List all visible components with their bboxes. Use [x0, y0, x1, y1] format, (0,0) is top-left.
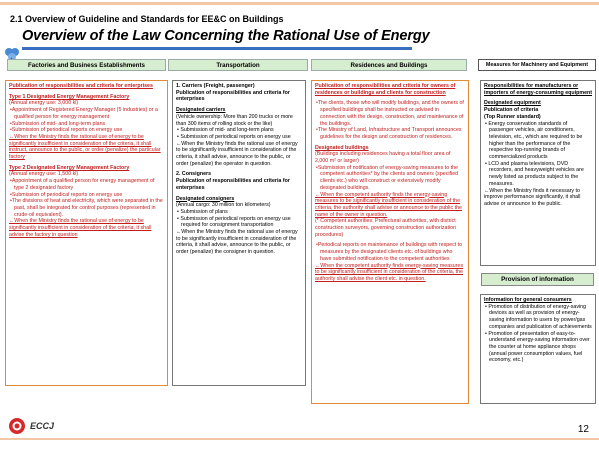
carriers-item: • Submission of periodical reports on energy use — [177, 133, 291, 140]
machinery-heading: Responsibilities for manufacturers or importers of energy-consuming equipment — [484, 83, 593, 96]
residences-item: •The Ministry of Land, Infrastructure and Transport announces guidelines for the design and construction of residences. — [316, 127, 462, 140]
residences-item: •The clients, those who will modify buildings, and the owners of specified buildings shall be instructed or advised in connection with the design, construction, and maintenance of the buildings. — [316, 100, 464, 127]
eccj-logo-icon — [8, 417, 26, 435]
band-residences: Residences and Buildings — [311, 59, 467, 71]
header-rule — [0, 2, 599, 5]
carriers-title: 1. Carriers (Freight, passenger) — [176, 83, 255, 89]
page-number: 12 — [577, 424, 589, 435]
carriers-note: ←When the Ministry finds the rational use of energy to be significantly insufficient in consideration of the criteria, it shall advise, announce to the public, or order (penalize) the operator in question. — [176, 140, 298, 167]
type1-title: Type 1 Designated Energy Management Factory — [9, 93, 130, 100]
submission-item: •Submission of notification of energy-saving measures to the competent authorities* by the clients and owners (specified clients etc.) who will construct or extensively modify designated buildings. — [316, 164, 459, 191]
eccj-logo-text: ECCJ — [30, 421, 55, 431]
provision-item: • Promotion of presentation of easy-to-understand energy-saving information over the counter at home appliance shops (annual power consumption values, fuel economy, etc.) — [485, 330, 590, 364]
band-factories: Factories and Business Establishments — [7, 59, 166, 71]
title-underline — [22, 47, 412, 50]
section-title: 2.1 Overview of Guideline and Standards for EE&C on Buildings — [10, 14, 284, 24]
footer-rule — [0, 438, 599, 440]
residences-note-1: ←When the competent authority finds the energy-saving measures to be significantly insufficient in consideration of the criteria, the authority shall advise or announce to the public the name of the owner in question. — [315, 191, 462, 218]
band-transportation: Transportation — [168, 59, 308, 71]
publication-of-criteria: Publication of criteria — [484, 107, 539, 114]
residences-note-2: ←When the competent authority finds energy-saving measures to be significantly insufficient in consideration of the criteria, the authority shall advise the client etc. in question. — [315, 262, 464, 282]
consigners-desc: (Annual cargo: 30 million ton kilometers) — [176, 202, 271, 209]
machinery-item: • LCD and plasma televisions, DVD recorders, and heavyweight vehicles are newly listed as products subject to the measures. — [485, 160, 584, 187]
type2-item: •Appointment of a qualified person for energy management of type 2 designated factory — [10, 178, 155, 191]
designated-buildings-desc: (Buildings including residences having a total floor area of 2,000 m² or larger) — [315, 151, 451, 165]
provision-heading: Information for general consumers — [484, 297, 572, 303]
designated-equipment: Designated equipment — [484, 100, 541, 107]
carriers-item: • Submission of mid- and long-term plans — [177, 127, 274, 134]
type2-item: •Submission of periodical reports on energy use — [10, 191, 123, 198]
type2-use: (Annual energy use: 1,500 kl) — [9, 171, 79, 178]
machinery-item: • Energy conservation standards of passenger vehicles, air conditioners, television, etc., which are required to be higher than the performance of the respective top-running brands of commercialized products — [485, 120, 583, 161]
type2-item: •The divisions of heat and electricity, which were separated in the past, shall be integrated for control purposes (represented in crude-oil equivalent). — [10, 198, 163, 218]
periodical-item: •Periodical reports on maintenance of buildings with respect to measures by the designated clients etc. of buildings who have submitted notification to the competent authorities — [316, 242, 463, 262]
type2-title: Type 2 Designated Energy Management Factory — [9, 164, 130, 171]
consigners-item: • Submission of plans — [177, 208, 228, 215]
consigners-note: ←When the Ministry finds the rational use of energy to be significantly insufficient in consideration of the criteria, it shall advise, announce to the public, or order (penalize) the consigner in question. — [176, 229, 298, 256]
factories-panel — [5, 80, 168, 386]
type1-note: ←When the Ministry finds the rational use of energy to be significantly insufficient in consideration of the criteria, it shall instruct, announce to the public, or order (penalize) the particular factory — [9, 133, 161, 161]
provision-panel — [480, 294, 596, 404]
consigners-publication: Publication of responsibilities and criteria for enterprises — [176, 178, 290, 191]
carriers-desc: (Vehicle ownership: More than 200 trucks or more than 300 items of rolling stock or the like) — [176, 113, 293, 127]
provision-of-information-label: Provision of information — [481, 273, 594, 286]
top-runner: (Top Runner standard) — [484, 113, 541, 120]
consigners-item: • Submission of periodical reports on energy use required for consignment transportation — [177, 215, 291, 229]
type2-note: ←When the Ministry finds the rational use of energy to be significantly insufficient in consideration of the criteria, it shall advise the factory in question — [9, 218, 152, 238]
designated-buildings-title: Designated buildings — [315, 144, 369, 151]
residences-panel — [311, 80, 469, 404]
band-machinery: Measures for Machinery and Equipment — [478, 59, 596, 71]
consigners-designated: Designated consigners — [176, 195, 235, 202]
provision-item: • Promotion of distribution of energy-saving devices as well as provision of energy-saving information to users by power/gas companies and publication of achievements — [485, 303, 592, 330]
type1-item: •Submission of mid- and long-term plans — [10, 120, 106, 127]
transport-panel — [172, 80, 306, 386]
page-title: Overview of the Law Concerning the Rational Use of Energy — [22, 28, 430, 44]
type1-item: •Submission of periodical reports on energy use — [10, 127, 123, 134]
type1-use: (Annual energy use: 3,000 kl) — [9, 100, 79, 107]
carriers-designated: Designated carriers — [176, 107, 226, 114]
carriers-publication: Publication of responsibilities and criteria for enterprises — [176, 89, 290, 103]
machinery-panel — [480, 80, 596, 266]
residences-heading: Publication of responsibilities and criteria for owners of residences or buildings and clients for construction — [315, 83, 456, 96]
consigners-title: 2. Consigners — [176, 171, 212, 178]
type1-item: •Appointment of Registered Energy Manager (5 industries) or a qualified person for energy management — [10, 107, 158, 120]
machinery-note: ←When the Ministry finds it necessary to improve performance significantly, it shall advise or announce to the public. — [484, 187, 581, 207]
factories-heading: Publication of responsibilities and criteria for enterprises — [9, 83, 153, 89]
competent-authorities: (* Competent authorities: Prefectural authorities, with district construction surveyors, governing construction authorization procedures) — [315, 218, 457, 238]
